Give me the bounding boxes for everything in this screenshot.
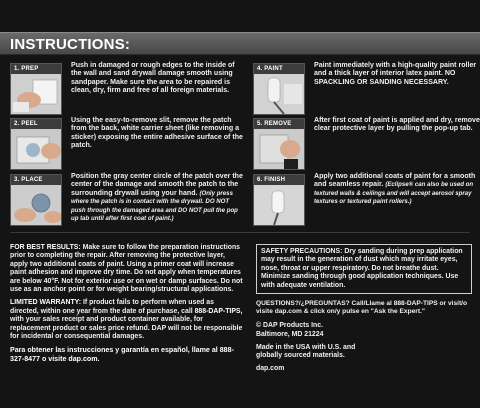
made-in-line-1: Made in the USA with U.S. and xyxy=(256,343,356,351)
warranty-heading: LIMITED WARRANTY: xyxy=(10,299,82,307)
questions-paragraph xyxy=(256,300,472,316)
step-text: After first coat of paint is applied and dry, remove clear protective layer by pulling the pop-up tab. xyxy=(314,117,480,133)
step-main-text: Apply two additional coats of paint for a smooth and seamless repair. xyxy=(314,173,476,189)
company-info xyxy=(256,322,472,373)
step-tag: 4. PAINT xyxy=(254,64,305,74)
step-main-text: Paint immediately with a high-quality paint roller and a thick layer of interior latex paint. xyxy=(314,62,477,78)
peel-patch-icon xyxy=(11,129,62,170)
step-image-place xyxy=(10,174,62,226)
remove-layer-icon xyxy=(254,129,305,170)
made-in-line-2: globally sourced materials. xyxy=(256,352,345,360)
step-image-remove xyxy=(253,118,305,170)
safety-heading: SAFETY PRECAUTIONS: xyxy=(261,248,343,255)
questions-text: Call/Llame al xyxy=(351,300,392,308)
paint-roller-icon xyxy=(254,74,305,115)
notes-column xyxy=(10,244,244,364)
place-patch-icon xyxy=(11,185,62,226)
step-emphasis: NO SPACKLING OR SANDING NECESSARY. xyxy=(314,70,456,86)
step-image-peel xyxy=(10,118,62,170)
instructions-header xyxy=(0,32,480,55)
best-results-heading: FOR BEST RESULTS: xyxy=(10,244,81,251)
company-name: © DAP Products Inc. xyxy=(256,322,323,330)
step-note: (Eclipse® can also be used on textured walls & ceilings and will accept aerosol spray textures or textured paint rollers.) xyxy=(314,181,474,206)
step-image-paint xyxy=(253,63,305,115)
questions-text-3: & click on/y pulse en "Ask the Expert." xyxy=(303,308,426,316)
step-place xyxy=(10,174,242,226)
warranty-text: If product fails to perform when used as directed, within one year from the date of purchase, call xyxy=(10,299,214,315)
safety-column xyxy=(256,244,472,373)
warranty-text-continued: with your sales receipt and product container available, for replacement product or sales price refund. DAP will not be responsible for incidental or consequential damages. xyxy=(10,316,243,341)
company-website-link[interactable]: dap.com xyxy=(256,364,285,372)
step-text xyxy=(314,173,480,207)
questions-phone[interactable]: 888-DAP-TIPS xyxy=(393,300,438,308)
spanish-notice: Para obtener las instrucciones y garantía en español, llame al 888-327-8477 o visite dap.com. xyxy=(10,346,234,364)
step-note: (Only press where the patch is in contact with the drywall. DO NOT push through the damaged area and DO NOT pull the pop up tab until after first coat of paint.) xyxy=(71,189,238,223)
warranty-paragraph xyxy=(10,299,244,341)
safety-box xyxy=(256,244,472,294)
step-finish xyxy=(253,174,480,226)
company-address: Baltimore, MD 21224 xyxy=(256,331,324,339)
step-remove xyxy=(253,118,480,170)
page-title: INSTRUCTIONS: xyxy=(10,36,131,53)
step-paint xyxy=(253,63,480,115)
section-divider xyxy=(10,232,470,233)
step-prep xyxy=(10,63,242,115)
step-image-finish xyxy=(253,174,305,226)
finish-roller-icon xyxy=(254,185,305,226)
step-peel xyxy=(10,118,242,170)
step-tag: 5. REMOVE xyxy=(254,119,305,129)
warranty-phone[interactable]: 888-DAP-TIPS, xyxy=(194,307,243,315)
step-text: Push in damaged or rough edges to the inside of the wall and sand drywall damage smooth using sandpaper. Make sure the area to be repaired is clean, dry, firm and free of all foreign materials. xyxy=(71,62,235,95)
questions-heading: QUESTIONS?/¿PREGUNTAS? xyxy=(256,300,350,308)
questions-site-link[interactable]: dap.com xyxy=(274,308,302,316)
step-image-prep xyxy=(10,63,62,115)
step-tag: 1. PREP xyxy=(11,64,62,74)
step-tag: 2. PEEL xyxy=(11,119,62,129)
step-text xyxy=(71,173,245,223)
sanding-hand-icon xyxy=(11,74,62,115)
step-text xyxy=(314,62,480,87)
questions-text-2: or visit/o visite xyxy=(256,300,467,316)
step-tag: 3. PLACE xyxy=(11,175,62,185)
best-results-paragraph xyxy=(10,244,244,294)
step-tag: 6. FINISH xyxy=(254,175,305,185)
safety-text: Dry sanding during prep application may result in the generation of dust which may irritate eyes, nose, throat or upper respiratory. Do not breathe dust. Minimize sanding through good application techniques. Use with adequate ventilation. xyxy=(261,248,463,289)
step-text: Using the easy-to-remove slit, remove the patch from the back, white carrier sheet (like removing a sticker) exposing the entire adhesive surface of the patch. xyxy=(71,117,243,150)
step-main-text: Position the gray center circle of the patch over the center of the damage and smooth the patch to the surrounding drywall using your hand. xyxy=(71,173,243,197)
best-results-text: Make sure to follow the preparation instructions prior to completing the repair. After removing the protective layer, apply two additional coats of paint. Using a primer coat will increase paint adhesion and improve dry time. Do not apply when temperatures are below 40°F. Not for exterior use or on wet or damp surfaces. Do not use as an anchor point or for weight bearing/structural applications. xyxy=(10,244,243,294)
